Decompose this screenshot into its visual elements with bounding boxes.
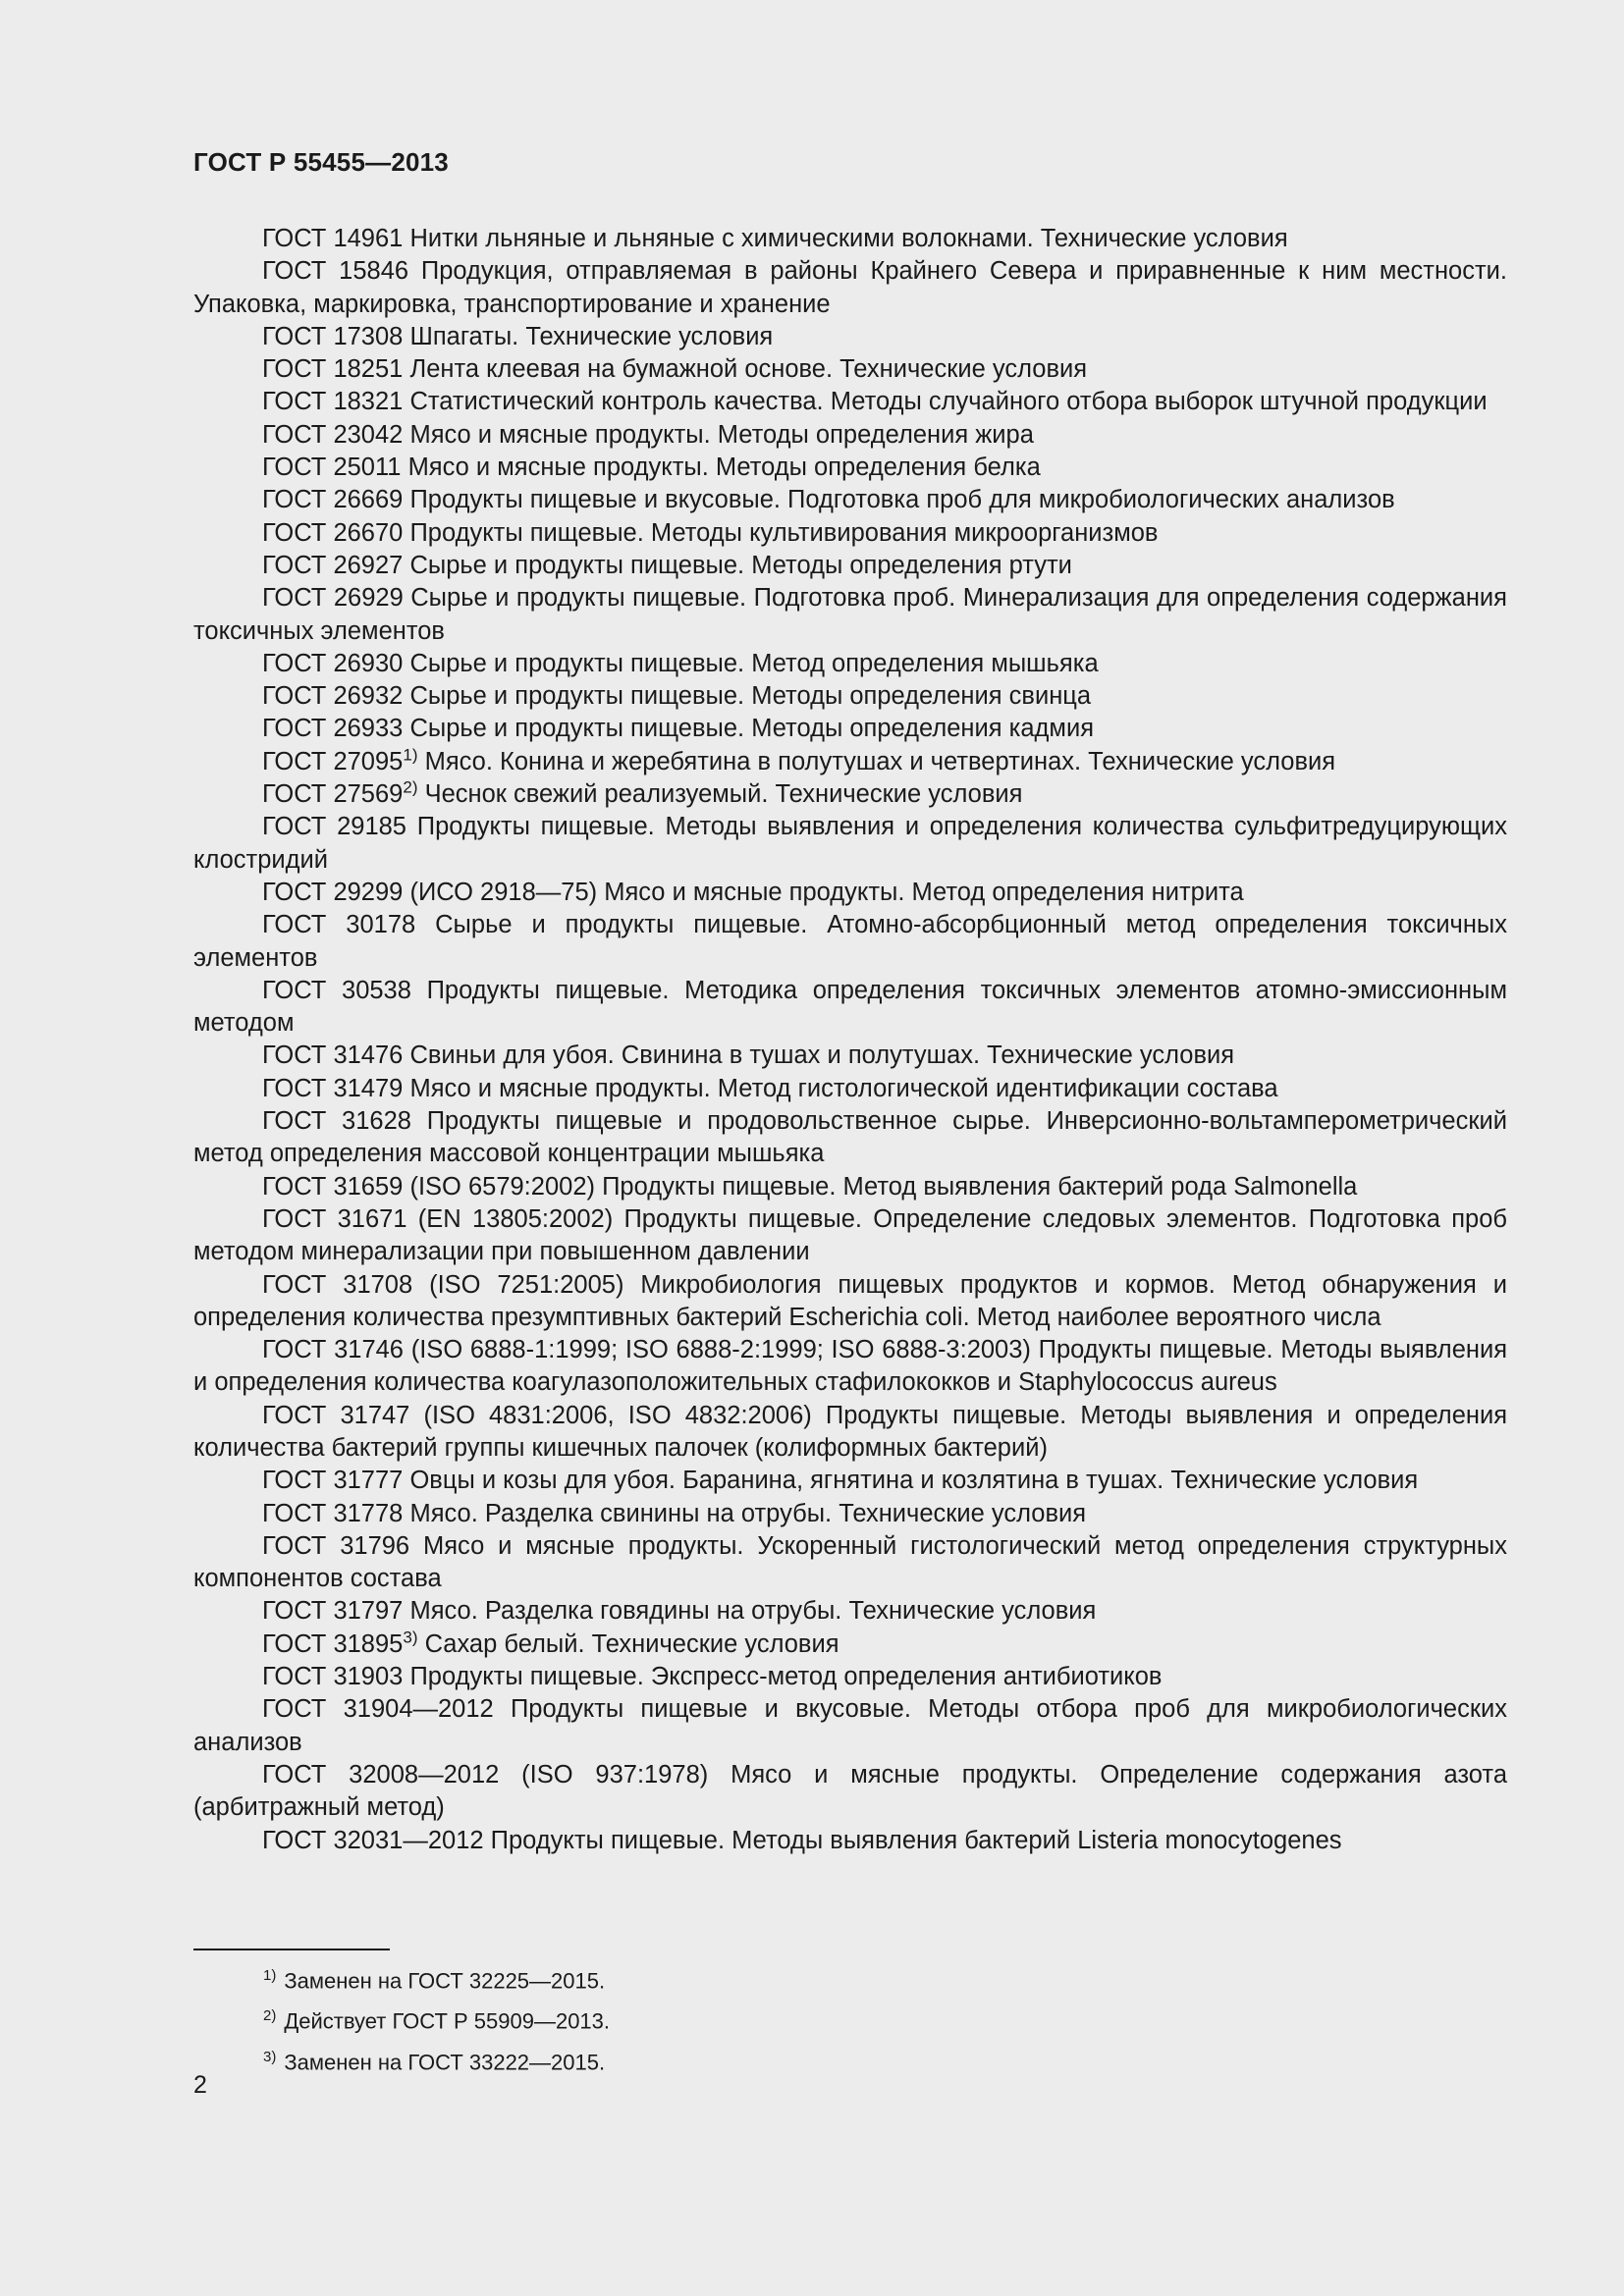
standard-title: Продукты пищевые. Методы культивирования микроорганизмов (409, 518, 1159, 547)
standard-title: (ИСО 2918—75) Мясо и мясные продукты. Метод определения нитрита (409, 878, 1244, 906)
reference-entry (193, 909, 1507, 975)
standard-title: Продукты пищевые. Методы выявления и определения количества сульфитредуцирующих клостридий (193, 813, 1508, 874)
standard-code: ГОСТ 31708 (262, 1270, 413, 1299)
footnote-marker: 3) (403, 1628, 418, 1647)
reference-entry (193, 1171, 1507, 1203)
footnote (263, 1958, 610, 1999)
standard-code: ГОСТ 23042 (262, 420, 404, 449)
reference-entry (193, 255, 1507, 321)
reference-entry (193, 1465, 1507, 1497)
standard-code: ГОСТ 30178 (262, 911, 416, 939)
footnotes (263, 1958, 610, 2080)
standard-code: ГОСТ 17308 (262, 322, 404, 350)
footnote-separator (193, 1949, 390, 1950)
page-number: 2 (193, 2071, 207, 2099)
standard-title: Сырье и продукты пищевые. Методы определения кадмия (409, 715, 1095, 743)
reference-entry (193, 713, 1507, 745)
standard-code: ГОСТ 31778 (262, 1499, 404, 1527)
standard-title: Продукты пищевые. Экспресс-метод определения антибиотиков (409, 1663, 1163, 1691)
standard-code: ГОСТ 27095 (262, 747, 404, 775)
standard-code: ГОСТ 30538 (262, 976, 411, 1004)
reference-entry (193, 778, 1507, 811)
standard-title: (ISO 7251:2005) Микробиология пищевых продуктов и кормов. Метод обнаружения и определения количества презумптивных бактерий Escherichia coli. Метод наиболее вероятного числа (193, 1270, 1507, 1331)
reference-entry (193, 419, 1507, 452)
reference-entry (193, 1073, 1507, 1105)
footnote-marker: 2) (403, 777, 418, 797)
standard-code: ГОСТ 26933 (262, 715, 404, 743)
standard-title: Сырье и продукты пищевые. Методы определения ртути (409, 551, 1072, 579)
standard-title: Сырье и продукты пищевые. Атомно-абсорбционный метод определения токсичных элементов (193, 911, 1508, 972)
standard-code: ГОСТ 31746 (262, 1336, 404, 1364)
reference-entry (193, 452, 1507, 484)
standard-code: ГОСТ 15846 (262, 257, 409, 286)
reference-entry (193, 975, 1507, 1041)
standard-code: ГОСТ 31476 (262, 1041, 404, 1070)
standard-code: ГОСТ 31895 (262, 1629, 404, 1658)
reference-entry (193, 648, 1507, 680)
reference-entry (193, 1759, 1507, 1825)
standard-title: Мясо и мясные продукты. Методы определения жира (409, 420, 1034, 449)
standard-code: ГОСТ 26927 (262, 551, 404, 579)
normative-references-list (193, 223, 1507, 1857)
standard-title: (EN 13805:2002) Продукты пищевые. Определение следовых элементов. Подготовка проб методом минерализации при повышенном давлении (193, 1204, 1507, 1266)
standard-title: Сырье и продукты пищевые. Методы определения свинца (409, 682, 1092, 711)
standard-title: Мясо. Разделка свинины на отрубы. Технические условия (409, 1499, 1087, 1527)
standard-title: Овцы и козы для убоя. Баранина, ягнятина и козлятина в тушах. Технические условия (409, 1467, 1419, 1495)
standard-code: ГОСТ 29299 (262, 878, 404, 906)
reference-entry (193, 1400, 1507, 1466)
standard-code: ГОСТ 31747 (262, 1401, 410, 1429)
footnote (263, 1999, 610, 2039)
reference-entry (193, 353, 1507, 386)
standard-code: ГОСТ 25011 (262, 454, 402, 482)
standard-code: ГОСТ 31777 (262, 1467, 404, 1495)
standard-code: ГОСТ 26932 (262, 682, 404, 711)
footnote-mark: 2) (263, 2007, 277, 2025)
standard-code: ГОСТ 18251 (262, 355, 404, 384)
standard-title: Сахар белый. Технические условия (424, 1629, 839, 1658)
reference-entry (193, 1334, 1507, 1400)
standard-code: ГОСТ 32008—2012 (262, 1760, 500, 1789)
standard-title: Продукты пищевые и вкусовые. Методы отбора проб для микробиологических анализов (193, 1695, 1507, 1756)
reference-entry (193, 1203, 1507, 1269)
reference-entry (193, 877, 1507, 909)
standard-code: ГОСТ 31671 (262, 1204, 407, 1233)
footnote-text: Действует ГОСТ Р 55909—2013. (284, 2008, 611, 2034)
standard-code: ГОСТ 31659 (262, 1172, 404, 1201)
reference-entry (193, 1693, 1507, 1759)
reference-entry (193, 321, 1507, 353)
reference-entry (193, 680, 1507, 713)
standard-title: Продукты пищевые. Методы выявления бактерий Listeria monocytogenes (490, 1826, 1342, 1854)
reference-entry (193, 1105, 1507, 1171)
reference-entry (193, 517, 1507, 550)
standard-code: ГОСТ 31628 (262, 1107, 411, 1136)
standard-title: (ISO 4831:2006, ISO 4832:2006) Продукты пищевые. Методы выявления и определения количества бактерий группы кишечных палочек (колиформных бактерий) (193, 1401, 1508, 1462)
footnote-marker: 1) (403, 745, 418, 765)
standard-title: Мясо и мясные продукты. Методы определения белка (407, 454, 1041, 482)
standard-title: Нитки льняные и льняные с химическими волокнами. Технические условия (409, 225, 1288, 252)
standard-code: ГОСТ 18321 (262, 388, 404, 416)
standard-code: ГОСТ 31903 (262, 1663, 404, 1691)
reference-entry (193, 386, 1507, 418)
standard-code: ГОСТ 31479 (262, 1074, 404, 1102)
standard-code: ГОСТ 26669 (262, 486, 404, 514)
standard-title: Мясо. Разделка говядины на отрубы. Технические условия (409, 1597, 1097, 1626)
standard-code: ГОСТ 26930 (262, 649, 404, 677)
standard-title: (ISO 6888-1:1999; ISO 6888-2:1999; ISO 6888-3:2003) Продукты пищевые. Методы выявления и определения количества коагулазоположительных стафилококков и Staphylococcus aureus (193, 1336, 1508, 1397)
reference-entry (193, 1530, 1507, 1596)
standard-title: (ISO 6579:2002) Продукты пищевые. Метод выявления бактерий рода Salmonella (409, 1172, 1358, 1201)
standard-code: ГОСТ 31796 (262, 1531, 410, 1560)
standard-title: Продукция, отправляемая в районы Крайнего Севера и приравненные к ним местности. Упаковка, маркировка, транспортирование и хранение (193, 257, 1507, 318)
reference-entry (193, 550, 1507, 582)
standard-title: Мясо и мясные продукты. Ускоренный гистологический метод определения структурных компонентов состава (193, 1531, 1508, 1593)
standard-code: ГОСТ 26670 (262, 518, 404, 547)
footnote (263, 2040, 610, 2080)
standard-title: Шпагаты. Технические условия (409, 322, 774, 350)
reference-entry (193, 223, 1507, 255)
reference-entry (193, 1040, 1507, 1072)
standard-title: Чеснок свежий реализуемый. Технические условия (424, 780, 1023, 809)
reference-entry (193, 1269, 1507, 1335)
standard-code: ГОСТ 14961 (262, 225, 404, 252)
standard-title: Продукты пищевые. Методика определения токсичных элементов атомно-эмиссионным методом (193, 976, 1507, 1038)
standard-title: Сырье и продукты пищевые. Подготовка проб. Минерализация для определения содержания токсичных элементов (193, 584, 1507, 645)
standard-code: ГОСТ 27569 (262, 780, 404, 809)
reference-entry (193, 746, 1507, 778)
reference-entry (193, 1498, 1507, 1530)
standard-title: Статистический контроль качества. Методы случайного отбора выборок штучной продукции (409, 388, 1488, 416)
standard-title: Мясо и мясные продукты. Метод гистологической идентификации состава (409, 1074, 1278, 1102)
standard-title: Лента клеевая на бумажной основе. Технические условия (409, 355, 1088, 384)
document-code-header: ГОСТ Р 55455—2013 (193, 147, 449, 177)
footnote-mark: 3) (263, 2048, 277, 2065)
reference-entry (193, 582, 1507, 648)
reference-entry (193, 811, 1507, 877)
standard-title: Продукты пищевые и вкусовые. Подготовка проб для микробиологических анализов (409, 486, 1395, 514)
standard-code: ГОСТ 32031—2012 (262, 1826, 484, 1854)
reference-entry (193, 1595, 1507, 1628)
footnote-mark: 1) (263, 1967, 277, 1984)
standard-code: ГОСТ 26929 (262, 584, 404, 613)
standard-title: Мясо. Конина и жеребятина в полутушах и четвертинах. Технические условия (424, 747, 1336, 775)
standard-code: ГОСТ 31904—2012 (262, 1695, 494, 1724)
footnote-text: Заменен на ГОСТ 33222—2015. (284, 2049, 606, 2074)
reference-entry (193, 484, 1507, 516)
footnote-text: Заменен на ГОСТ 32225—2015. (284, 1968, 606, 1994)
standard-title: (ISO 937:1978) Мясо и мясные продукты. Определение содержания азота (арбитражный метод) (193, 1760, 1508, 1822)
standard-code: ГОСТ 31797 (262, 1597, 404, 1626)
standard-title: Сырье и продукты пищевые. Метод определения мышьяка (409, 649, 1099, 677)
reference-entry (193, 1629, 1507, 1661)
standard-title: Свиньи для убоя. Свинина в тушах и полутушах. Технические условия (409, 1041, 1235, 1070)
standard-title: Продукты пищевые и продовольственное сырье. Инверсионно-вольтамперометрический метод определения массовой концентрации мышьяка (193, 1107, 1507, 1168)
reference-entry (193, 1661, 1507, 1693)
standard-code: ГОСТ 29185 (262, 813, 406, 841)
reference-entry (193, 1825, 1507, 1857)
